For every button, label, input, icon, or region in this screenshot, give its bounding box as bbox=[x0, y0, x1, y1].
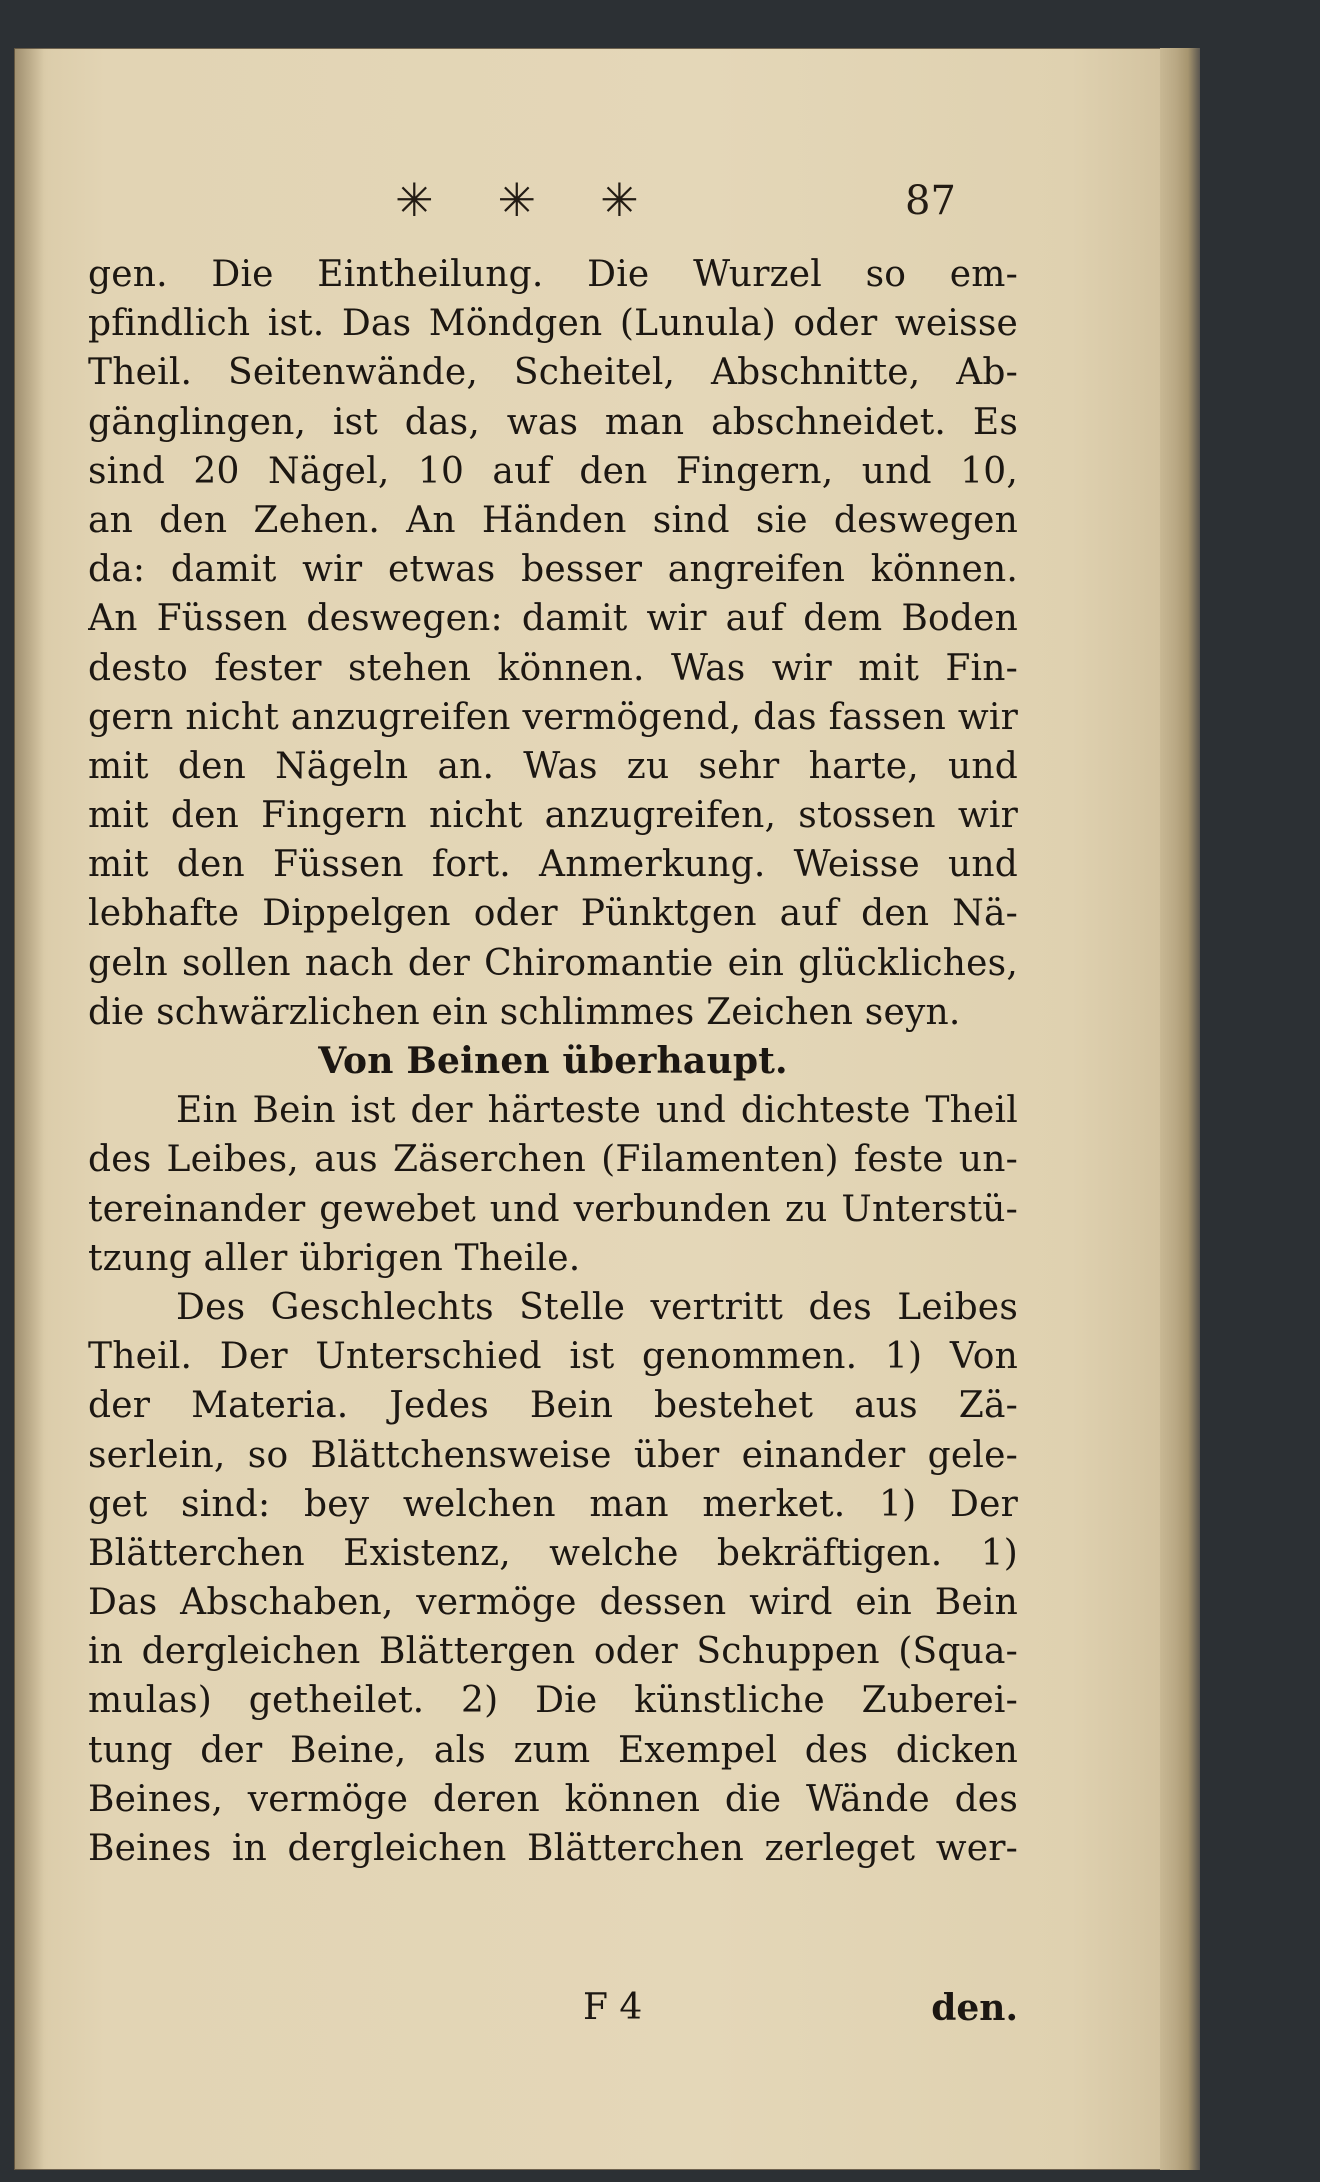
text-line: pfindlich ist. Das Möndgen (Lunula) oder weisse bbox=[88, 303, 1018, 345]
asterisk-ornament-icon: ✳ bbox=[600, 173, 639, 227]
text-line: Des Geschlechts Stelle vertritt des Leibes bbox=[176, 1286, 1018, 1328]
text-line: tereinander gewebet und verbunden zu Unterstü- bbox=[88, 1188, 1018, 1230]
text-line: gänglingen, ist das, was man abschneidet. Es bbox=[88, 401, 1018, 443]
text-line: Ein Bein ist der härteste und dichteste Theil bbox=[176, 1090, 1018, 1132]
text-line: Beines in dergleichen Blätterchen zerleget wer- bbox=[88, 1828, 1018, 1869]
text-line: desto fester stehen können. Was wir mit Fin- bbox=[88, 647, 1018, 689]
signature-mark: F 4 bbox=[583, 1987, 643, 2028]
text-line: der Materia. Jedes Bein bestehet aus Zä- bbox=[88, 1385, 1018, 1427]
text-line: gern nicht anzugreifen vermögend, das fassen wir bbox=[88, 696, 1018, 738]
catchword: den. bbox=[931, 1987, 1018, 2029]
page-edge bbox=[1160, 48, 1200, 2170]
text-line: da: damit wir etwas besser angreifen können. bbox=[88, 549, 1018, 591]
ornament-row bbox=[395, 170, 639, 230]
text-line: Blätterchen Existenz, welche bekräftigen. 1) bbox=[88, 1532, 1018, 1574]
text-line: geln sollen nach der Chiromantie ein glückliches, bbox=[88, 942, 1018, 984]
text-line: tzung aller übrigen Theile. bbox=[88, 1237, 581, 1279]
text-line: mit den Fingern nicht anzugreifen, stossen wir bbox=[88, 795, 1018, 837]
text-line: gen. Die Eintheilung. Die Wurzel so em- bbox=[88, 254, 1018, 295]
page-header bbox=[0, 170, 1320, 230]
text-line: Theil. Seitenwände, Scheitel, Abschnitte, Ab- bbox=[88, 352, 1018, 394]
text-line: Beines, vermöge deren können die Wände des bbox=[88, 1778, 1018, 1820]
text-line: an den Zehen. An Händen sind sie deswegen bbox=[88, 499, 1018, 541]
asterisk-ornament-icon: ✳ bbox=[395, 173, 434, 227]
text-line: lebhafte Dippelgen oder Pünktgen auf den Nä- bbox=[88, 893, 1018, 935]
text-line: die schwärzlichen ein schlimmes Zeichen seyn. bbox=[88, 991, 961, 1033]
text-line: serlein, so Blättchensweise über einander gele- bbox=[88, 1434, 1018, 1476]
text-line: mit den Füssen fort. Anmerkung. Weisse und bbox=[88, 844, 1018, 886]
page-number: 87 bbox=[905, 178, 956, 224]
text-line: mulas) getheilet. 2) Die künstliche Zuberei- bbox=[88, 1680, 1018, 1722]
body-text bbox=[88, 250, 1018, 1873]
text-line: des Leibes, aus Zäserchen (Filamenten) feste un- bbox=[88, 1139, 1018, 1181]
section-heading: Von Beinen überhaupt. bbox=[318, 1040, 788, 1082]
text-line: in dergleichen Blättergen oder Schuppen (Squa- bbox=[88, 1631, 1018, 1673]
spine-shadow bbox=[14, 48, 44, 2170]
text-line: Theil. Der Unterschied ist genommen. 1) Von bbox=[88, 1336, 1018, 1378]
text-line: Das Abschaben, vermöge dessen wird ein Bein bbox=[88, 1582, 1018, 1624]
page-footer bbox=[88, 1983, 1018, 2033]
text-line: tung der Beine, als zum Exempel des dicken bbox=[88, 1729, 1018, 1771]
asterisk-ornament-icon: ✳ bbox=[497, 173, 537, 227]
text-line: An Füssen deswegen: damit wir auf dem Boden bbox=[88, 598, 1018, 640]
text-line: get sind: bey welchen man merket. 1) Der bbox=[88, 1483, 1018, 1525]
text-line: mit den Nägeln an. Was zu sehr harte, und bbox=[88, 745, 1018, 787]
text-line: sind 20 Nägel, 10 auf den Fingern, und 10, bbox=[88, 450, 1018, 492]
